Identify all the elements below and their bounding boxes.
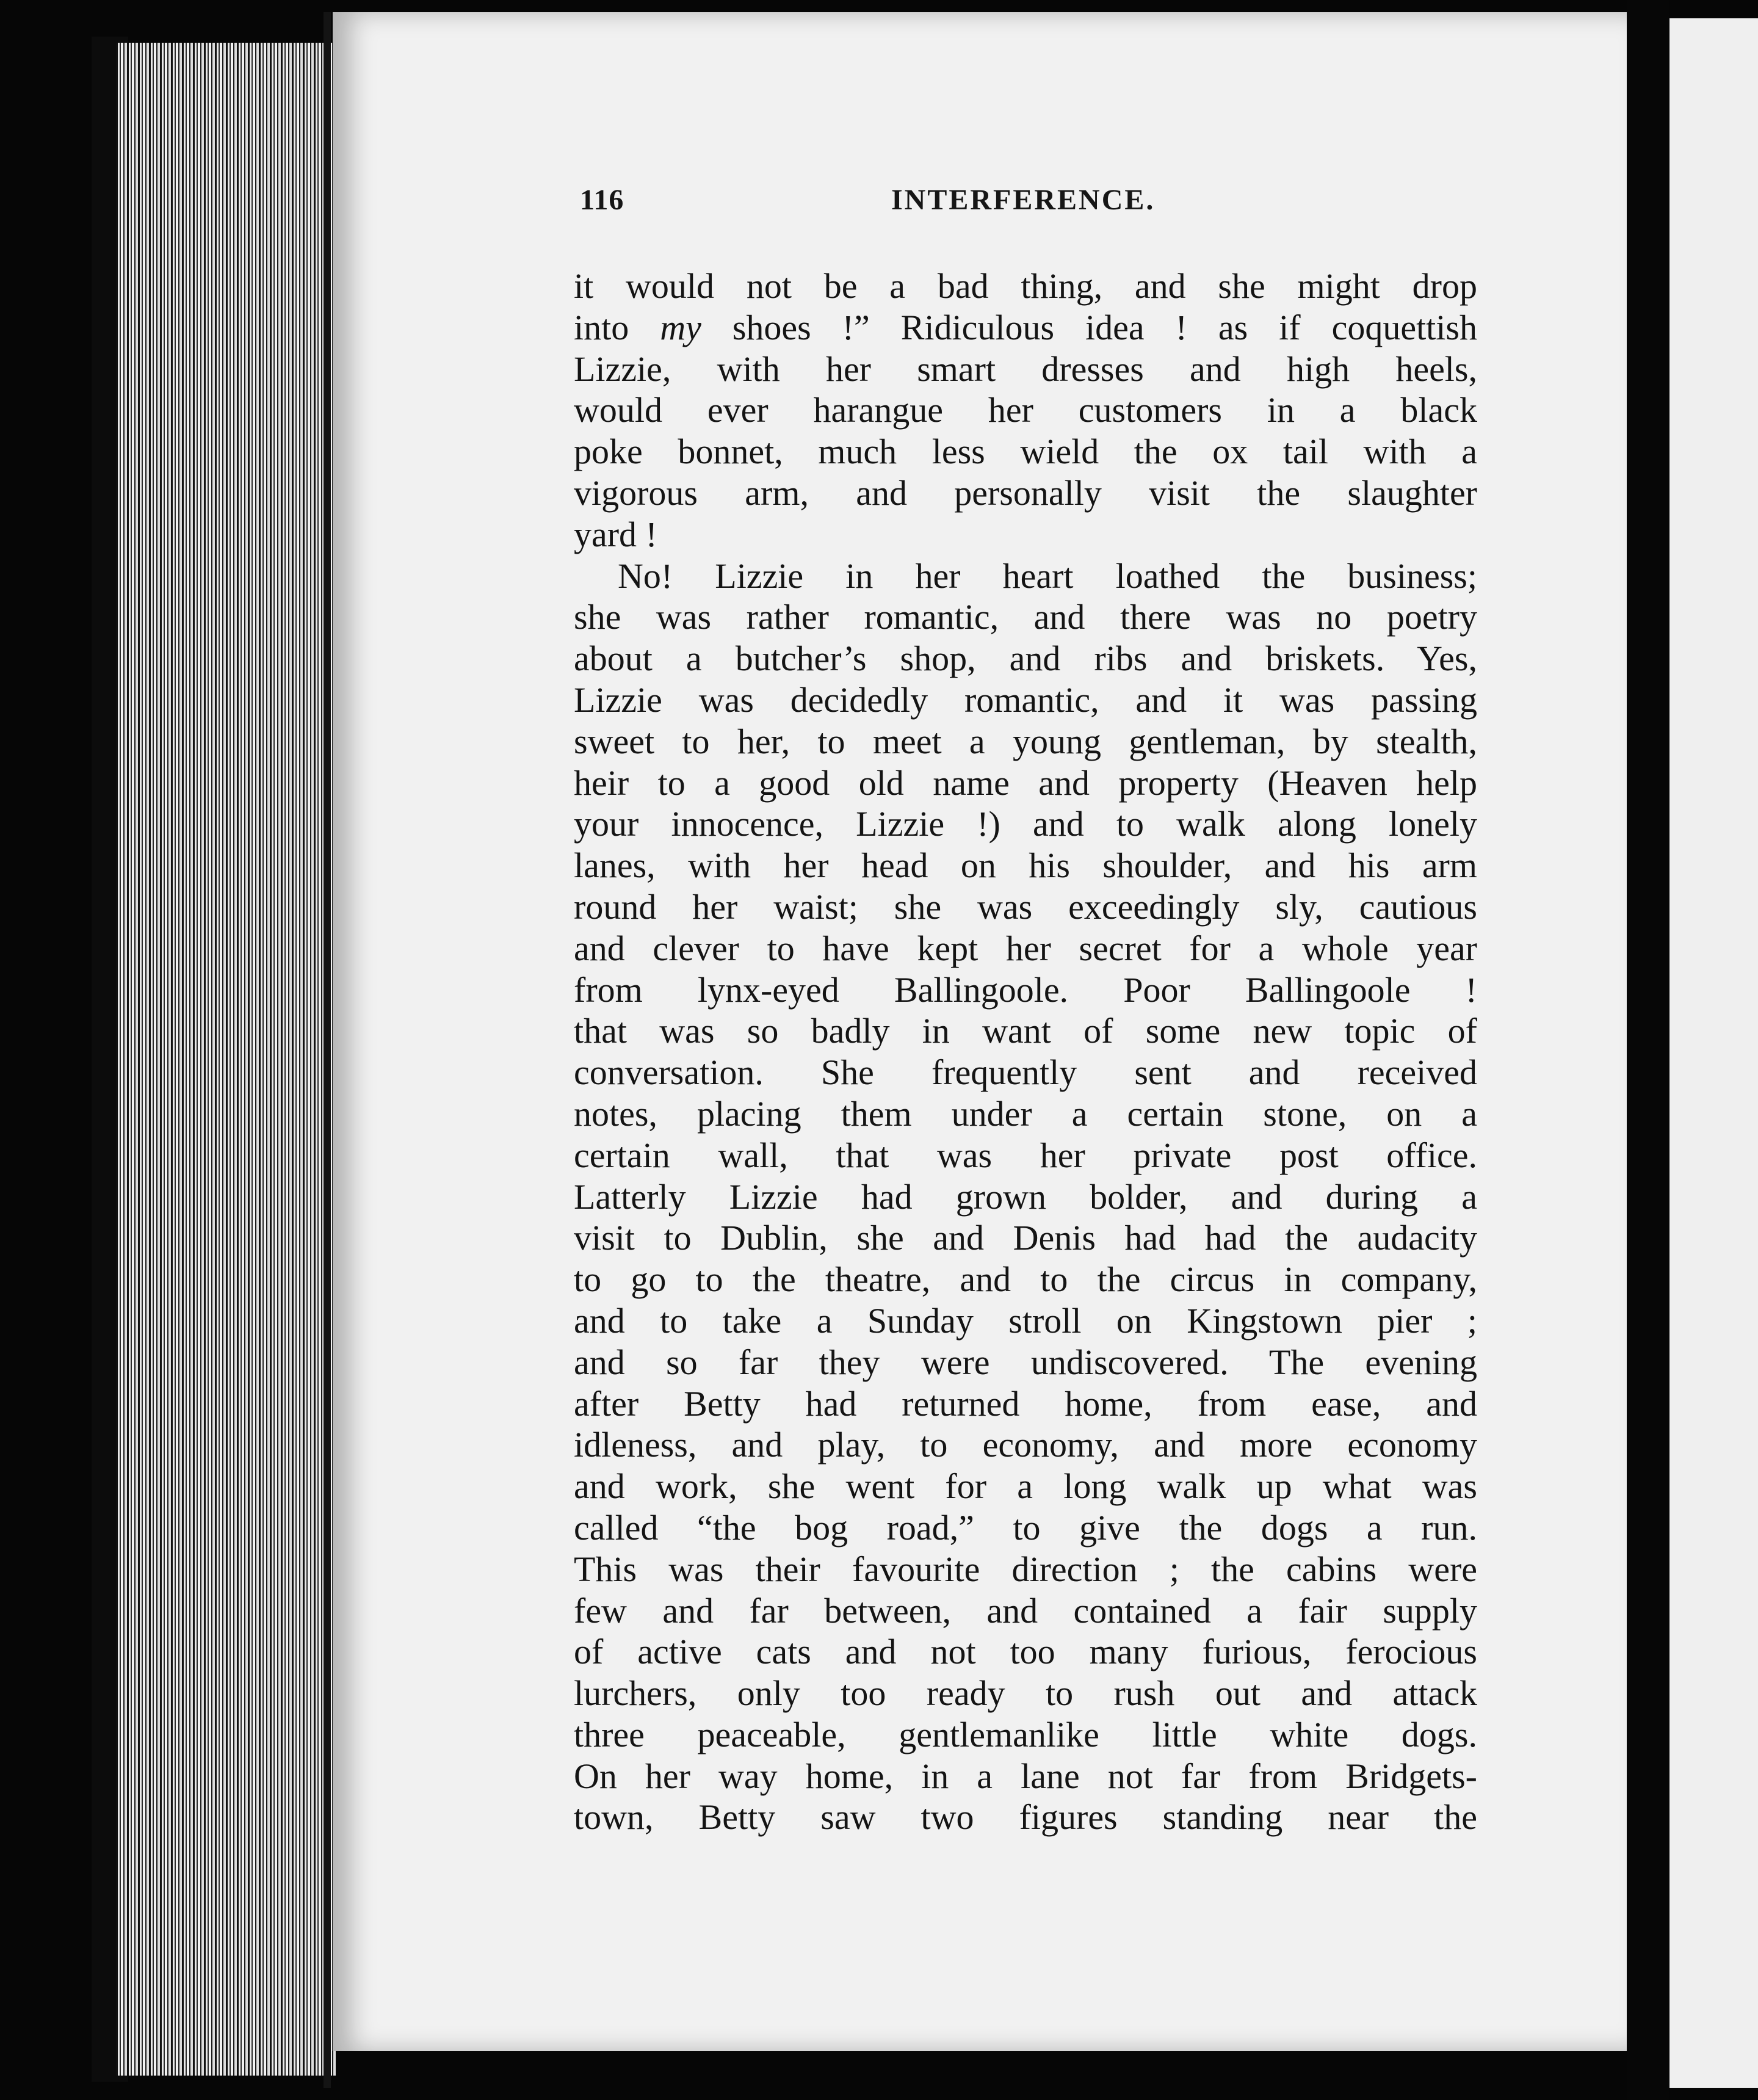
emphasized-word: my <box>660 307 701 347</box>
text-line: yard ! <box>574 514 657 554</box>
text-line: called “the bog road,” to give the dogs a run. <box>574 1507 1477 1548</box>
text-line <box>574 307 1477 349</box>
gutter <box>1627 0 1669 2100</box>
text-line-part: shoes !” Ridiculous idea ! as if coquettish <box>701 307 1477 347</box>
text-line: visit to Dublin, she and Denis had had the audacity <box>574 1218 1477 1258</box>
text-line: three peaceable, gentlemanlike little white dogs. <box>574 1714 1477 1754</box>
chapter-title: INTERFERENCE. <box>891 184 1156 216</box>
spine-line <box>324 12 331 2088</box>
text-line: poke bonnet, much less wield the ox tail with a <box>574 432 1477 472</box>
text-line: No! Lizzie in her heart loathed the business; <box>618 556 1477 596</box>
text-line: she was rather romantic, and there was no poetry <box>574 597 1477 637</box>
page-edges-stack <box>116 43 336 2076</box>
running-head <box>580 183 1471 232</box>
text-line: heir to a good old name and property (Heaven help <box>574 762 1477 803</box>
text-line: town, Betty saw two figures standing near the <box>574 1797 1477 1838</box>
text-line: that was so badly in want of some new topic of <box>574 1011 1477 1051</box>
text-line: and clever to have kept her secret for a whole year <box>574 928 1477 968</box>
text-line: notes, placing them under a certain stone, on a <box>574 1093 1477 1134</box>
text-line: certain wall, that was her private post office. <box>574 1135 1477 1175</box>
text-line: On her way home, in a lane not far from Bridgets- <box>574 1756 1477 1796</box>
text-line: sweet to her, to meet a young gentleman, by stealth, <box>574 721 1477 761</box>
text-line: about a butcher’s shop, and ribs and briskets. Yes, <box>574 639 1477 679</box>
text-line: would ever harangue her customers in a black <box>574 390 1477 430</box>
text-line: conversation. She frequently sent and received <box>574 1052 1477 1093</box>
text-line: Lizzie was decidedly romantic, and it was passing <box>574 679 1477 720</box>
text-line: and work, she went for a long walk up what was <box>574 1466 1477 1507</box>
text-line: of active cats and not too many furious, ferocious <box>574 1632 1477 1672</box>
page-number: 116 <box>580 184 624 216</box>
text-line: to go to the theatre, and to the circus in company, <box>574 1259 1477 1300</box>
text-line: after Betty had returned home, from ease, and <box>574 1383 1477 1424</box>
text-line: lanes, with her head on his shoulder, and his arm <box>574 845 1477 886</box>
text-line: round her waist; she was exceedingly sly, cautious <box>574 886 1477 927</box>
text-line-part: into <box>574 307 660 347</box>
text-line: Lizzie, with her smart dresses and high heels, <box>574 349 1477 389</box>
text-line: from lynx-eyed Ballingoole. Poor Ballingoole ! <box>574 969 1477 1010</box>
text-line: and so far they were undiscovered. The evening <box>574 1342 1477 1382</box>
text-line: idleness, and play, to economy, and more economy <box>574 1425 1477 1465</box>
text-line: lurchers, only too ready to rush out and attack <box>574 1673 1477 1714</box>
text-line: few and far between, and contained a fair supply <box>574 1590 1477 1631</box>
text-line: it would not be a bad thing, and she might drop <box>574 266 1477 306</box>
text-line: vigorous arm, and personally visit the slaughter <box>574 472 1477 513</box>
text-line: Latterly Lizzie had grown bolder, and during a <box>574 1176 1477 1217</box>
text-line: your innocence, Lizzie !) and to walk along lonely <box>574 804 1477 844</box>
body-text <box>574 266 1477 1838</box>
text-line: This was their favourite direction ; the cabins were <box>574 1549 1477 1589</box>
facing-page-edge <box>1669 18 1758 2088</box>
text-line: and to take a Sunday stroll on Kingstown pier ; <box>574 1300 1477 1341</box>
